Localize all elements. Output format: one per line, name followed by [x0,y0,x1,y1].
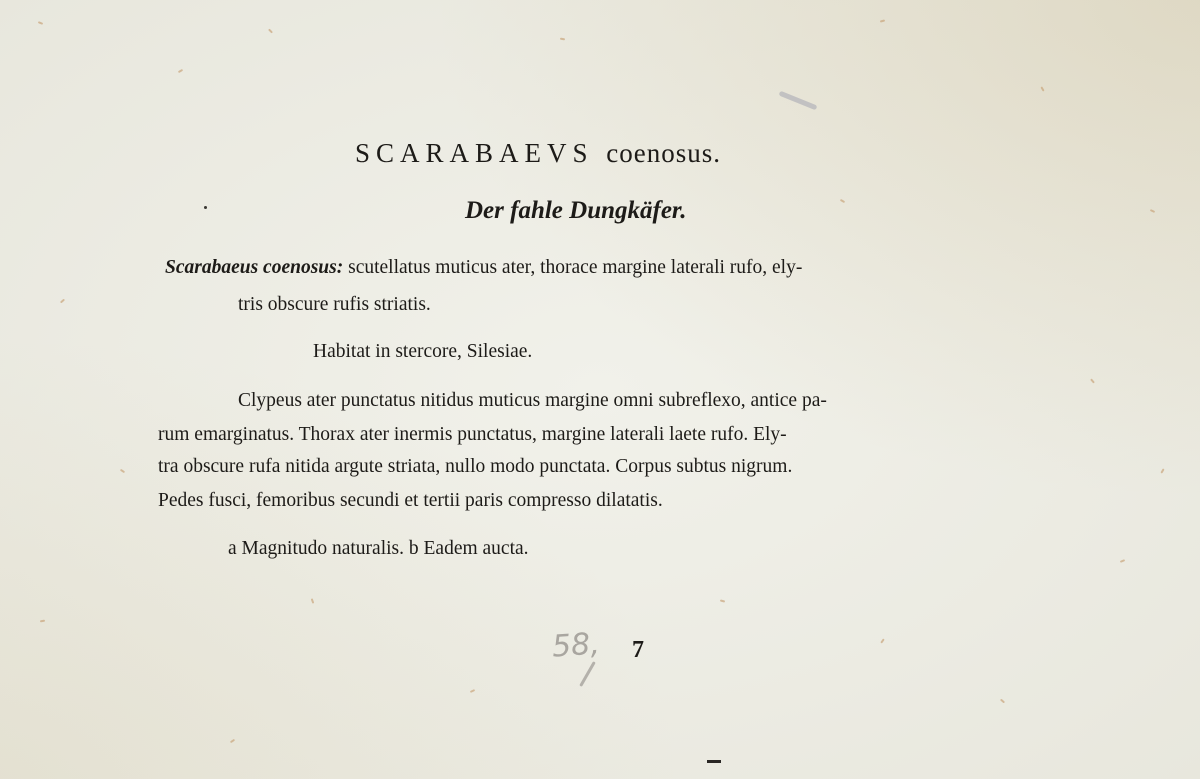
page-subtitle: Der fahle Dungkäfer. [465,197,687,224]
description-line-1: Clypeus ater punctatus nitidus muticus margine omni subreflexo, antice pa- [238,390,827,411]
description-line-3: tra obscure rufa nitida argute striata, nullo modo punctata. Corpus subtus nigrum. [158,456,793,477]
ink-dash [707,760,721,763]
description-line-4: Pedes fusci, femoribus secundi et tertii paris compresso dilatatis. [158,490,663,511]
figure-caption: a Magnitudo naturalis. b Eadem aucta. [228,538,529,559]
description-line-2: rum emarginatus. Thorax ater inermis punctatus, margine laterali laete rufo. Ely- [158,424,787,445]
diagnosis-name: Scarabaeus coenosus: [165,257,344,278]
habitat-line: Habitat in stercore, Silesiae. [313,341,533,362]
diagnosis-text-1: scutellatus muticus ater, thorace margine laterali rufo, ely- [348,257,803,278]
diagnosis-line-2: tris obscure rufis striatis. [238,294,431,315]
smudge-mark [779,91,818,111]
diagnosis-line-1 [165,257,802,279]
ink-dot [204,206,207,209]
page-number: 7 [632,637,644,663]
title-genus: SCARABAEVS [355,138,594,168]
pencil-stroke [579,661,596,687]
pencil-annotation: 58, [550,626,601,665]
page-title [355,138,721,169]
title-species: coenosus. [606,138,722,168]
